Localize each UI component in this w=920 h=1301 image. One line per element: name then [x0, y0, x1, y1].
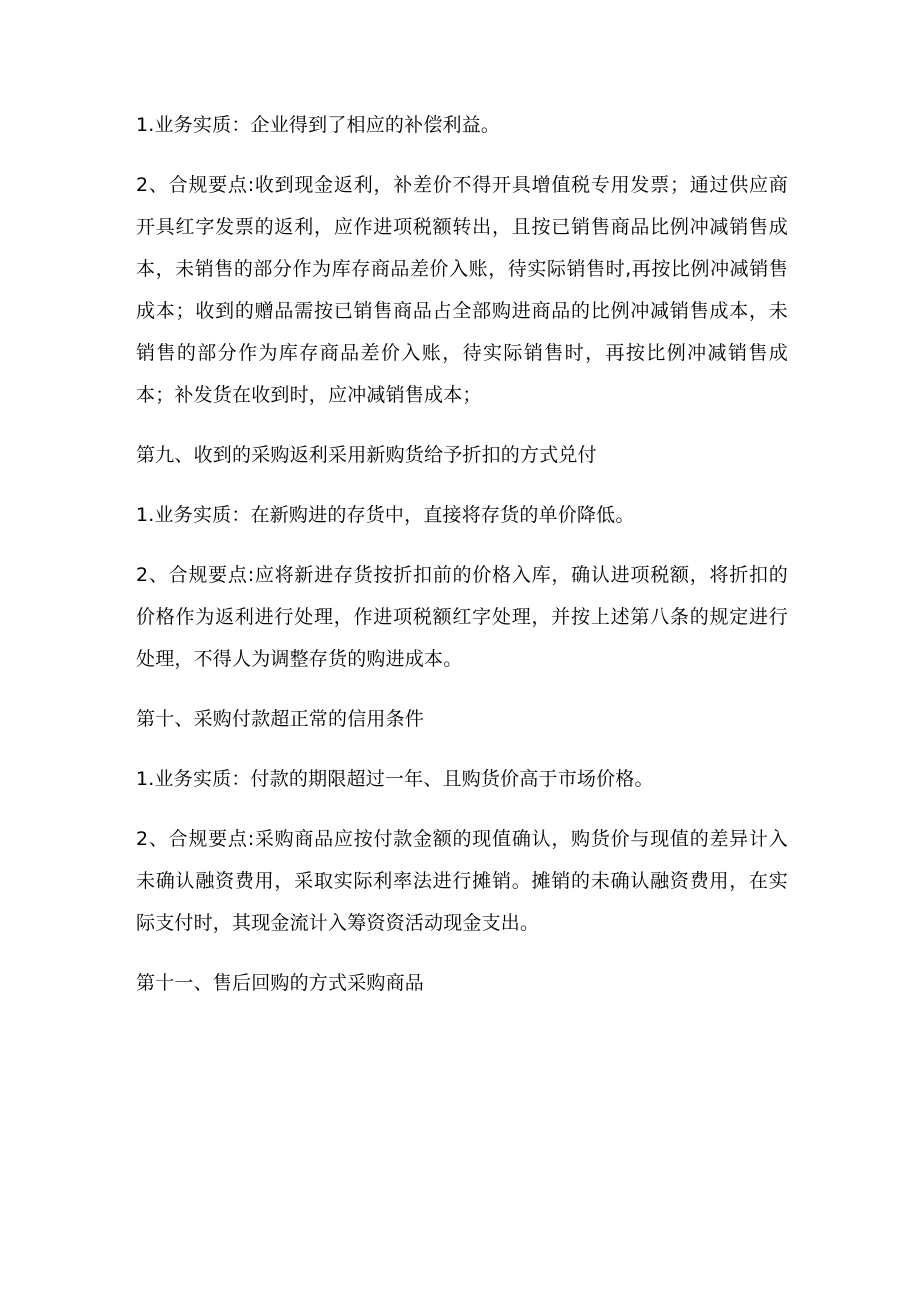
- paragraph-compliance-points-10: 2、合规要点:采购商品应按付款金额的现值确认，购货价与现值的差异计入未确认融资费用，采取实际利率法进行摊销。摊销的未确认融资费用，在实际支付时，其现金流计入筹资资活动现金支出。: [136, 828, 788, 934]
- paragraph-compliance-points-8: 2、合规要点:收到现金返利，补差价不得开具增值税专用发票；通过供应商开具红字发票的返利，应作进项税额转出，且按已销售商品比例冲减销售成本，未销售的部分作为库存商品差价入账，待实际销售时,再按比例冲减销售成本；收到的赠品需按已销售商品占全部购进商品的比例冲减销售成本，未销售的部分作为库存商品差价入账，待实际销售时，再按比例冲减销售成本；补发货在收到时，应冲减销售成本；: [136, 174, 788, 406]
- section-heading-9: 第九、收到的采购返利采用新购货给予折扣的方式兑付: [136, 444, 597, 466]
- section-heading-11: 第十一、售后回购的方式采购商品: [136, 972, 425, 994]
- paragraph-business-substance-10: 1.业务实质：付款的期限超过一年、且购货价高于市场价格。: [136, 768, 654, 790]
- document-body: [136, 104, 788, 1022]
- paragraph-business-substance-8: 1.业务实质：企业得到了相应的补偿利益。: [136, 114, 501, 136]
- section-heading-10: 第十、采购付款超正常的信用条件: [136, 708, 425, 730]
- paragraph-compliance-points-9: 2、合规要点:应将新进存货按折扣前的价格入库，确认进项税额，将折扣的价格作为返利进行处理，作进项税额红字处理，并按上述第八条的规定进行处理，不得人为调整存货的购进成本。: [136, 564, 788, 670]
- paragraph-business-substance-9: 1.业务实质：在新购进的存货中，直接将存货的单价降低。: [136, 504, 635, 526]
